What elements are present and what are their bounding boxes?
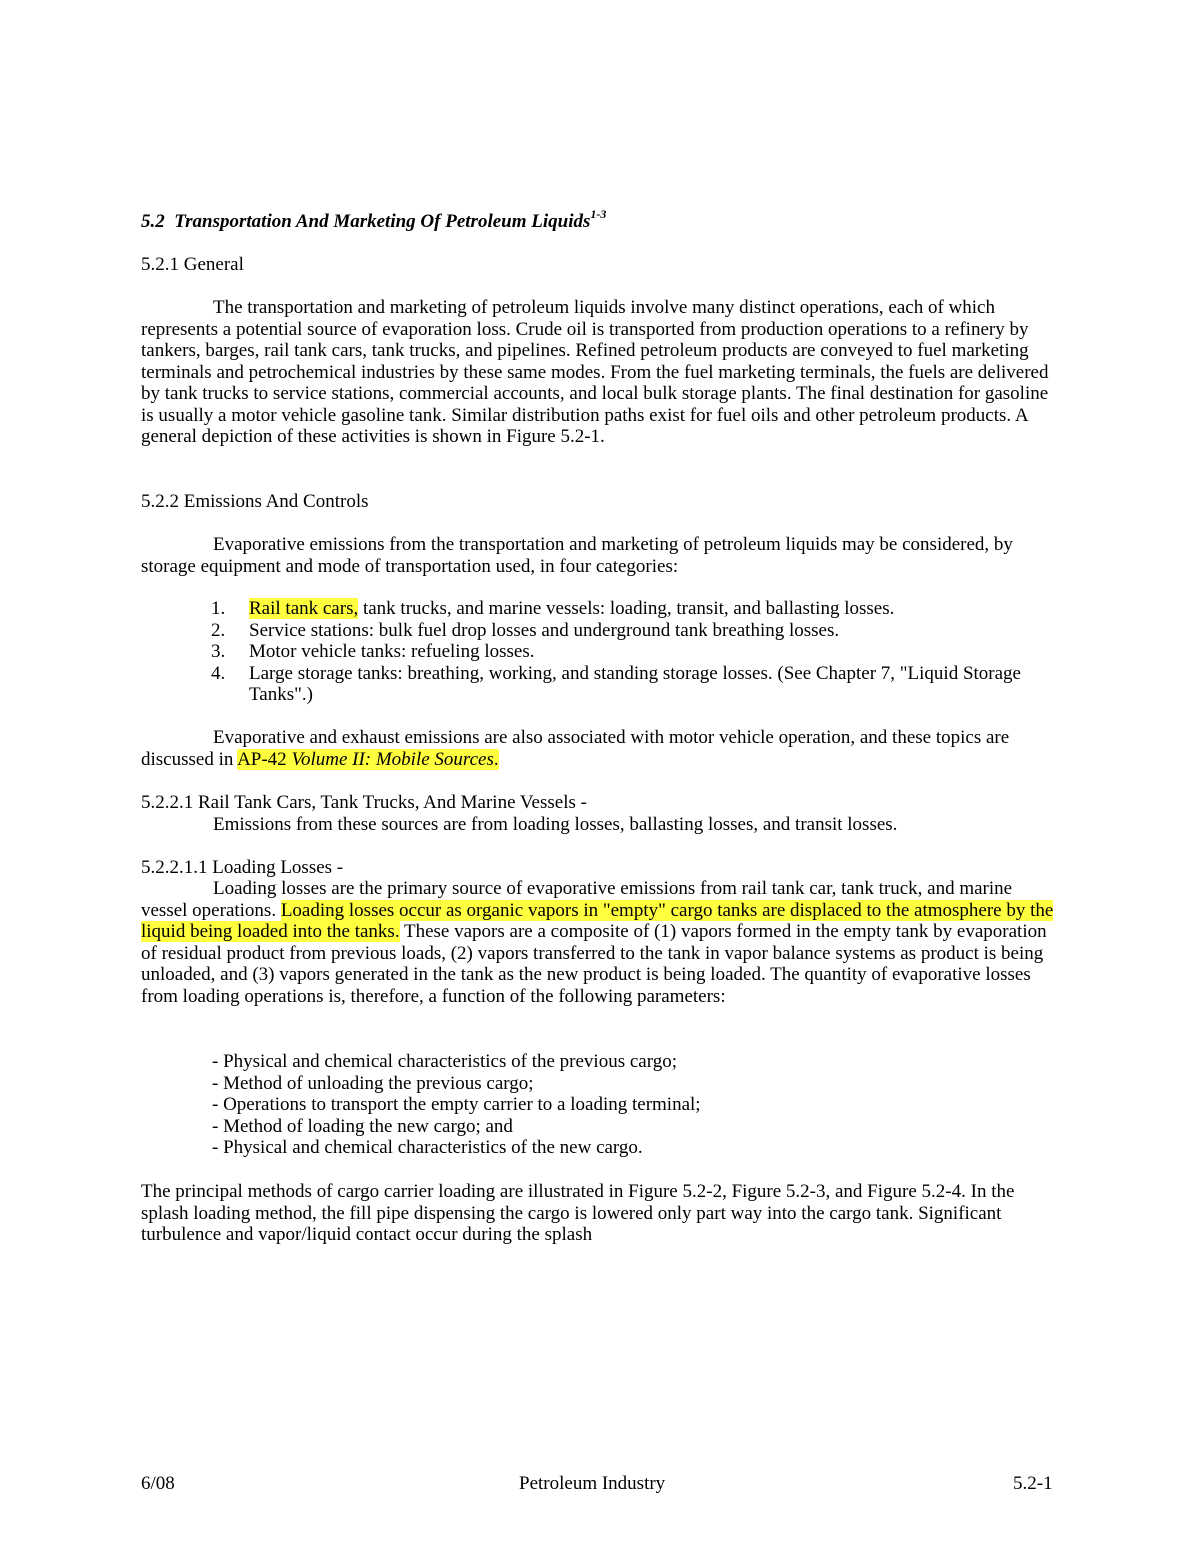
list-item-number: 2. [211,619,226,641]
list-item: - Physical and chemical characteristics of the new cargo. [212,1137,643,1158]
rail-tank-summary: Emissions from these sources are from loading losses, ballasting losses, and transit losses. [213,814,898,835]
list-item: - Operations to transport the empty carrier to a loading terminal; [212,1094,701,1115]
loading-parameters-list [212,1051,701,1159]
highlighted-text: Loading losses occur as organic vapors in "empty" cargo tanks are displaced to the atmosphere by the liquid being loaded into the tanks. [141,899,1054,942]
paragraph-exhaust-emissions [141,727,1061,770]
section-title [141,207,607,233]
emission-categories-list [211,598,1071,706]
exhaust-text: Evaporative and exhaust emissions are also associated with motor vehicle operation, and these topics are discussed in [141,727,1010,770]
list-item [211,598,1071,620]
footer-page-number: 5.2-1 [1013,1473,1053,1494]
paragraph-general: The transportation and marketing of petroleum liquids involve many distinct operations, each of which represents a potential source of evaporation loss. Crude oil is transported from production operations to a refinery by tankers, barges, rail tank cars, tank trucks, and pipelines. Refined petroleum products are conveyed to fuel marketing terminals and petrochemical industries by these same modes. From the fuel marketing terminals, the fuels are delivered by tank trucks to service stations, commercial accounts, and local bulk storage plants. The final destination for gasoline is usually a motor vehicle gasoline tank. Similar distribution paths exist for fuel oils and other petroleum products. A general depiction of these activities is shown in Figure 5.2-1. [141,297,1049,447]
list-item: - Method of loading the new cargo; and [212,1115,513,1137]
reference-superscript: 1-3 [590,207,607,221]
footer-date: 6/08 [141,1473,175,1494]
list-item: - Physical and chemical characteristics of the previous cargo; [212,1051,677,1072]
heading-5-2-2-1: 5.2.2.1 Rail Tank Cars, Tank Trucks, And Marine Vessels - [141,792,587,813]
list-item [211,620,1071,642]
list-item-number: 4. [211,662,226,684]
paragraph-loading-methods: The principal methods of cargo carrier loading are illustrated in Figure 5.2-2, Figure 5.2-3, and Figure 5.2-4. In the splash loading method, the fill pipe dispensing the cargo is lowered only part way into the cargo tank. Significant turbulence and vapor/liquid contact occur during the splash [141,1181,1015,1245]
list-item-text: Large storage tanks: breathing, working, and standing storage losses. (See Chapter 7, "Liquid Storage Tanks".) [249,662,1021,705]
footer-chapter: Petroleum Industry [519,1473,666,1494]
list-item: - Method of unloading the previous cargo; [212,1072,534,1094]
list-item [211,663,1071,706]
section-title-text: Transportation And Marketing Of Petroleum Liquids [174,211,591,232]
heading-5-2-2: 5.2.2 Emissions And Controls [141,491,369,512]
paragraph-loading-losses: Loading losses are the primary source of evaporative emissions from rail tank car, tank truck, and marine vessel operations. Loading losses occur as organic vapors in "empty" cargo tanks are displaced to the atmosphere by the liquid being loaded into the tanks. These vapors are a composite of (1) vapors formed in the empty tank by evaporation of residual product from previous loads, (2) vapors transferred to the tank in vapor balance systems as product is being unloaded, and (3) vapors generated in the tank as the new product is being loaded. The quantity of evaporative losses from loading operations is, therefore, a function of the following parameters: [141,878,1054,1007]
paragraph-emissions-intro: Evaporative emissions from the transportation and marketing of petroleum liquids may be considered, by storage equipment and mode of transportation used, in four categories: [141,534,1013,577]
heading-5-2-2-1-1: 5.2.2.1.1 Loading Losses - [141,857,344,878]
list-item-text: Service stations: bulk fuel drop losses and underground tank breathing losses. [249,619,840,641]
list-item-text: Motor vehicle tanks: refueling losses. [249,641,535,662]
section-title-number: 5.2 [141,211,165,232]
ap42-reference-link[interactable]: AP-42 Volume II: Mobile Sources. [237,748,499,770]
highlighted-text: Rail tank cars, [249,598,359,619]
list-item-number: 1. [211,598,226,619]
heading-5-2-1: 5.2.1 General [141,254,244,275]
list-item-text: tank trucks, and marine vessels: loading, transit, and ballasting losses. [358,598,895,619]
list-item [211,641,1071,663]
list-item-number: 3. [211,641,226,662]
